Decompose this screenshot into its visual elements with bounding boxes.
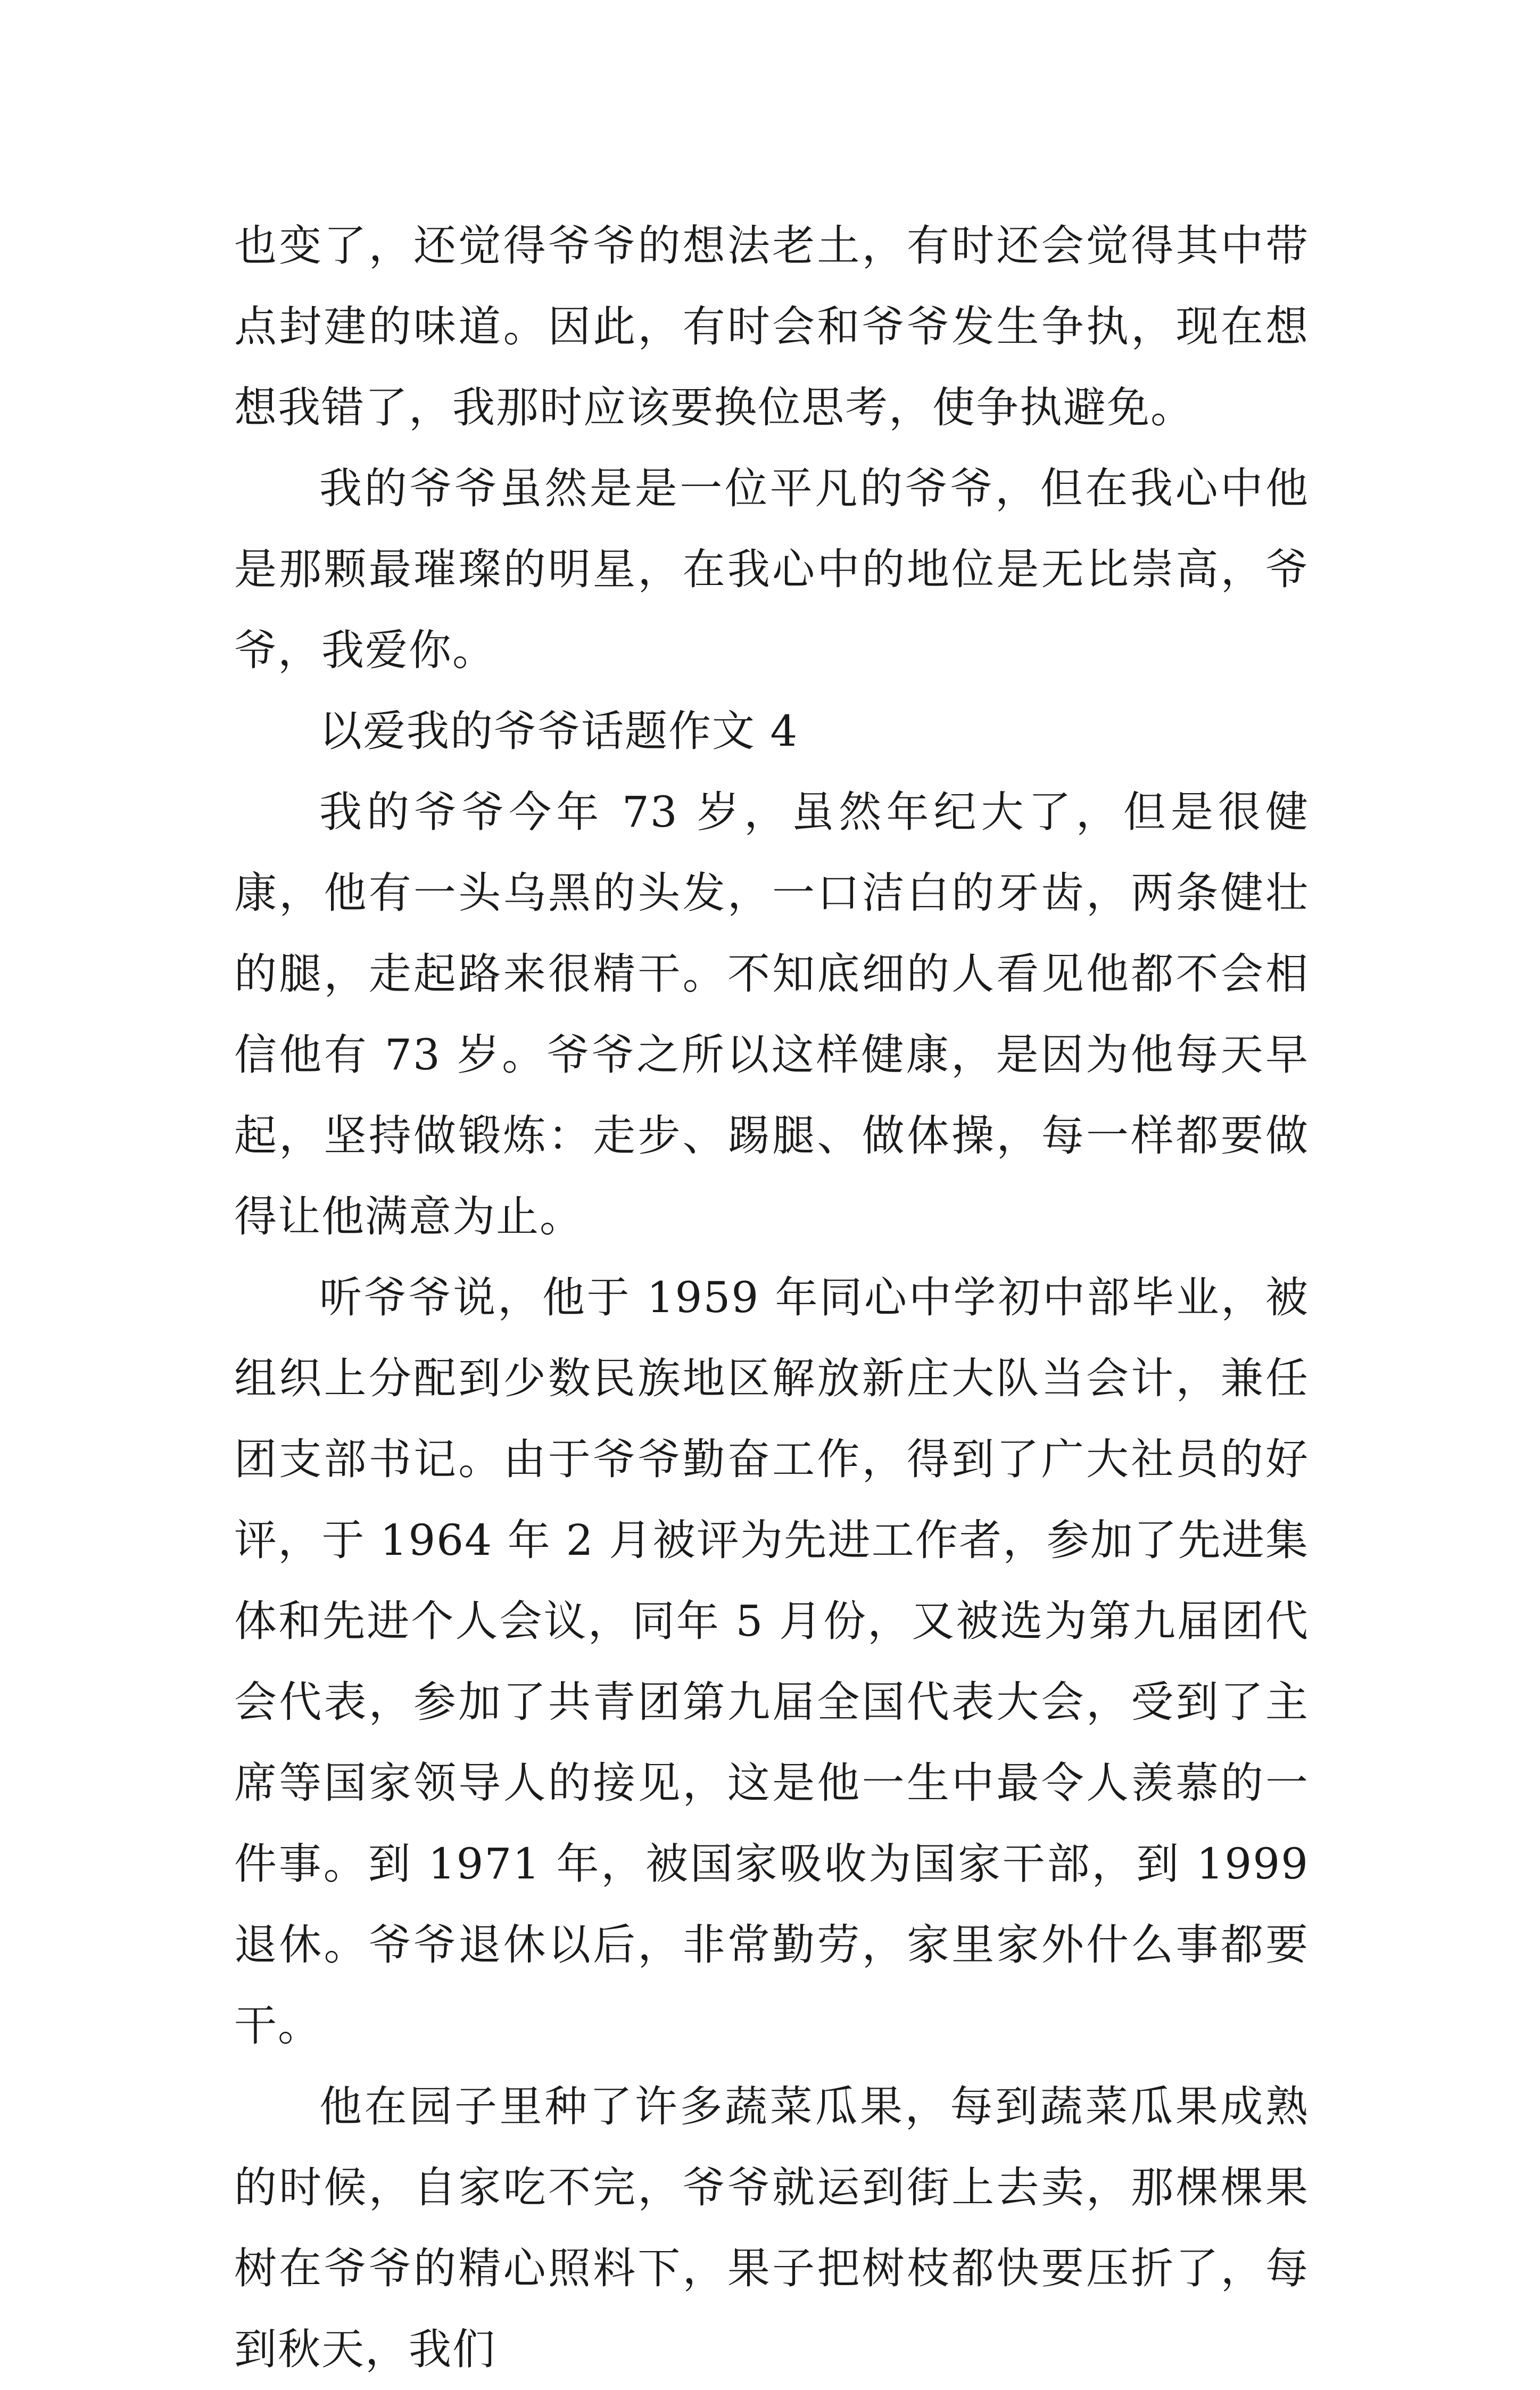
paragraph: 他在园子里种了许多蔬菜瓜果，每到蔬菜瓜果成熟的时候，自家吃不完，爷爷就运到街上去卖，那棵棵果树在爷爷的精心照料下，果子把树枝都快要压折了，每到秋天，我们 — [234, 2082, 1309, 2374]
paragraph: 我的爷爷今年 73 岁，虽然年纪大了，但是很健康，他有一头乌黑的头发，一口洁白的牙齿，两条健壮的腿，走起路来很精干。不知底细的人看见他都不会相信他有 73 岁。爷爷之所以这样健康，是因为他每天早起，坚持做锻炼：走步、踢腿、做体操，每一样都要做得让他满意为止。 — [234, 787, 1309, 1241]
section-heading: 以爱我的爷爷话题作文 4 — [319, 706, 799, 756]
paragraph-continued: 也变了，还觉得爷爷的想法老土，有时还会觉得其中带点封建的味道。因此，有时会和爷爷发生争执，现在想想我错了，我那时应该要换位思考，使争执避免。 — [234, 221, 1309, 432]
paragraph: 我的爷爷虽然是是一位平凡的爷爷，但在我心中他是那颗最璀璨的明星，在我心中的地位是无比崇高，爷爷，我爱你。 — [234, 464, 1309, 675]
document-body — [234, 205, 1309, 2390]
paragraph: 听爷爷说，他于 1959 年同心中学初中部毕业，被组织上分配到少数民族地区解放新庄大队当会计，兼任团支部书记。由于爷爷勤奋工作，得到了广大社员的好评，于 1964 年 2 月被评为先进工作者，参加了先进集体和先进个人会议，同年 5 月份，又被选为第九届团代会代表，参加了共青团第九届全国代表大会，受到了主席等国家领导人的接见，这是他一生中最令人羡慕的一件事。到 1971 年，被国家吸收为国家干部，到 1999 退休。爷爷退休以后，非常勤劳，家里家外什么事都要干。 — [234, 1273, 1309, 2050]
